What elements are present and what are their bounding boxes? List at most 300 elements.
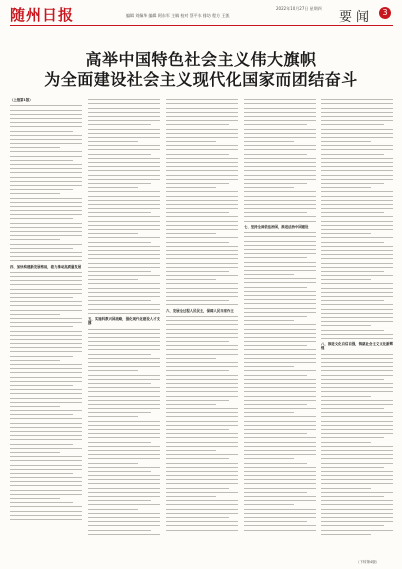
text-line xyxy=(10,235,82,236)
text-line xyxy=(321,204,393,205)
text-line xyxy=(321,338,393,339)
text-line xyxy=(88,112,160,113)
text-line xyxy=(10,223,82,224)
column-subhead: 八、推进文化自信自强，铸就社会主义文化新辉煌 xyxy=(321,342,393,351)
text-line xyxy=(10,368,82,369)
text-line xyxy=(244,236,316,237)
text-line xyxy=(88,208,160,209)
text-line xyxy=(321,370,393,371)
text-line xyxy=(10,322,82,323)
text-line xyxy=(244,282,316,283)
text-line xyxy=(88,124,151,125)
text-line xyxy=(10,339,82,340)
text-line xyxy=(166,429,229,430)
text-line xyxy=(88,258,160,259)
text-line xyxy=(88,254,160,255)
text-line xyxy=(88,221,160,222)
text-line xyxy=(321,103,393,104)
text-line xyxy=(166,458,229,459)
text-line xyxy=(10,244,82,245)
text-line xyxy=(166,324,238,325)
text-line xyxy=(10,389,82,390)
text-line xyxy=(244,232,316,233)
text-line xyxy=(88,383,151,384)
text-line xyxy=(88,300,151,301)
text-line xyxy=(321,366,393,367)
text-line xyxy=(321,387,393,388)
text-line xyxy=(10,289,82,290)
text-line xyxy=(244,124,307,125)
text-line xyxy=(321,416,393,417)
text-line xyxy=(321,383,393,384)
text-line xyxy=(166,112,238,113)
text-line xyxy=(166,358,216,359)
text-line xyxy=(166,400,229,401)
text-line xyxy=(166,454,238,455)
text-line xyxy=(166,391,238,392)
text-line xyxy=(321,500,393,501)
text-line xyxy=(244,208,316,209)
text-line xyxy=(166,175,238,176)
text-line xyxy=(244,463,307,464)
text-line xyxy=(88,196,160,197)
text-line xyxy=(10,439,82,440)
text-line xyxy=(88,170,160,171)
text-line xyxy=(321,267,393,268)
text-line xyxy=(321,458,393,459)
text-line xyxy=(244,270,316,271)
text-line xyxy=(244,379,316,380)
text-line xyxy=(244,500,316,501)
text-line xyxy=(88,454,160,455)
text-line xyxy=(244,99,316,100)
text-line xyxy=(88,463,138,464)
text-line xyxy=(10,485,82,486)
text-line xyxy=(166,141,216,142)
text-line xyxy=(166,492,238,493)
text-line xyxy=(244,404,307,405)
text-line xyxy=(88,288,160,289)
text-line xyxy=(244,408,316,409)
text-line xyxy=(244,329,316,330)
text-line xyxy=(88,237,160,238)
text-line xyxy=(10,423,82,424)
text-line xyxy=(10,372,82,373)
text-line xyxy=(244,191,316,192)
text-line xyxy=(166,116,238,117)
text-line xyxy=(88,133,160,134)
masthead-rule xyxy=(10,25,393,26)
text-line xyxy=(244,312,316,313)
text-line xyxy=(88,421,160,422)
text-line xyxy=(166,437,238,438)
text-line xyxy=(244,183,307,184)
text-line xyxy=(10,418,82,419)
text-line xyxy=(166,341,229,342)
text-line xyxy=(166,387,238,388)
masthead xyxy=(0,0,402,34)
text-line xyxy=(10,239,60,240)
text-line xyxy=(10,256,82,257)
text-line xyxy=(321,521,393,522)
text-line xyxy=(321,300,384,301)
text-line xyxy=(244,509,316,510)
text-line xyxy=(166,379,238,380)
text-line xyxy=(88,263,160,264)
text-line xyxy=(10,122,82,123)
text-line xyxy=(321,263,393,264)
text-line xyxy=(10,406,60,407)
text-line xyxy=(321,504,393,505)
text-line xyxy=(88,425,160,426)
text-line xyxy=(166,509,238,510)
text-line xyxy=(166,196,238,197)
headline xyxy=(0,50,402,90)
text-line xyxy=(88,483,160,484)
text-line xyxy=(166,133,238,134)
text-line xyxy=(244,316,307,317)
text-line xyxy=(166,421,238,422)
text-line xyxy=(10,272,82,273)
text-line xyxy=(10,118,82,119)
text-line xyxy=(88,509,138,510)
text-line xyxy=(244,492,307,493)
text-line xyxy=(166,296,238,297)
text-line xyxy=(244,149,316,150)
text-line xyxy=(88,379,160,380)
text-line xyxy=(88,450,160,451)
text-line xyxy=(321,191,393,192)
text-line xyxy=(10,377,82,378)
text-line xyxy=(244,253,316,254)
text-line xyxy=(88,108,160,109)
text-line xyxy=(244,446,316,447)
text-line xyxy=(321,471,393,472)
text-line xyxy=(166,216,238,217)
text-line xyxy=(88,488,160,489)
text-line xyxy=(244,274,294,275)
text-line xyxy=(321,446,393,447)
text-line xyxy=(166,530,238,531)
text-line xyxy=(88,225,160,226)
text-line xyxy=(10,198,82,199)
text-line xyxy=(10,335,82,336)
text-line xyxy=(166,212,229,213)
text-line xyxy=(88,396,160,397)
text-line xyxy=(166,404,216,405)
text-line xyxy=(10,231,82,232)
text-line xyxy=(244,341,316,342)
text-line xyxy=(166,521,238,522)
text-line xyxy=(244,479,316,480)
section-title: 要闻 xyxy=(339,10,374,25)
text-line xyxy=(321,175,393,176)
text-line xyxy=(166,500,238,501)
text-line xyxy=(88,103,160,104)
text-line xyxy=(88,204,160,205)
text-line xyxy=(244,345,307,346)
text-line xyxy=(244,375,307,376)
text-line xyxy=(10,193,60,194)
text-line xyxy=(244,221,316,222)
text-line xyxy=(166,433,238,434)
text-line xyxy=(10,515,82,516)
text-line xyxy=(244,400,316,401)
text-line xyxy=(244,241,316,242)
text-line xyxy=(244,133,316,134)
text-line xyxy=(244,175,316,176)
text-line xyxy=(244,421,316,422)
text-line xyxy=(321,479,393,480)
text-line xyxy=(321,208,393,209)
text-line xyxy=(88,354,151,355)
text-line xyxy=(10,519,82,520)
text-line xyxy=(10,131,73,132)
article-column-1 xyxy=(10,96,82,562)
text-line xyxy=(244,162,316,163)
text-line xyxy=(244,266,316,267)
text-line xyxy=(10,351,82,352)
text-line xyxy=(321,154,384,155)
text-line xyxy=(88,408,160,409)
text-line xyxy=(10,227,82,228)
text-line xyxy=(88,341,160,342)
text-line xyxy=(166,279,216,280)
text-line xyxy=(88,120,160,121)
text-line xyxy=(321,362,393,363)
text-line xyxy=(244,287,307,288)
text-line xyxy=(244,308,316,309)
text-line xyxy=(244,383,316,384)
text-line xyxy=(10,301,82,302)
text-line xyxy=(166,525,238,526)
text-line xyxy=(166,191,238,192)
text-line xyxy=(10,435,82,436)
text-line xyxy=(166,479,238,480)
headline-line-1: 高举中国特色社会主义伟大旗帜 xyxy=(85,50,317,69)
text-line xyxy=(88,292,160,293)
text-line xyxy=(321,317,393,318)
text-line xyxy=(88,446,160,447)
text-line xyxy=(321,421,393,422)
text-line xyxy=(10,156,82,157)
text-line xyxy=(321,534,371,535)
text-line xyxy=(10,139,82,140)
text-line xyxy=(244,299,316,300)
text-line xyxy=(321,296,393,297)
text-line xyxy=(88,517,160,518)
text-line xyxy=(166,316,238,317)
text-line xyxy=(10,260,82,261)
text-line xyxy=(321,183,384,184)
text-line xyxy=(321,254,393,255)
text-line xyxy=(244,324,316,325)
text-line xyxy=(10,356,73,357)
text-line xyxy=(88,166,160,167)
text-line xyxy=(166,162,238,163)
text-line xyxy=(321,412,393,413)
text-line xyxy=(88,500,151,501)
article-column-3 xyxy=(166,96,238,562)
text-line xyxy=(10,297,73,298)
text-line xyxy=(244,358,316,359)
text-line xyxy=(244,525,316,526)
text-line xyxy=(166,145,238,146)
text-line xyxy=(166,154,229,155)
text-line xyxy=(10,172,82,173)
text-line xyxy=(10,105,82,106)
text-line xyxy=(166,337,238,338)
text-line xyxy=(88,475,160,476)
text-line xyxy=(166,137,238,138)
text-line xyxy=(88,154,151,155)
text-line xyxy=(321,166,393,167)
text-line xyxy=(166,242,229,243)
text-line xyxy=(321,517,393,518)
text-line xyxy=(88,99,160,100)
text-line xyxy=(166,170,238,171)
text-line xyxy=(10,452,60,453)
text-line xyxy=(88,345,160,346)
text-line xyxy=(244,154,307,155)
text-line xyxy=(321,463,393,464)
text-line xyxy=(244,212,307,213)
text-line xyxy=(244,291,316,292)
text-line xyxy=(10,310,82,311)
text-line xyxy=(10,151,82,152)
text-line xyxy=(10,164,82,165)
text-line xyxy=(321,137,393,138)
text-line xyxy=(10,185,82,186)
text-line xyxy=(166,442,238,443)
text-line xyxy=(244,137,316,138)
text-line xyxy=(166,158,238,159)
text-line xyxy=(244,349,316,350)
text-line xyxy=(244,257,307,258)
text-line xyxy=(244,145,316,146)
text-line xyxy=(244,471,316,472)
text-line xyxy=(244,116,316,117)
text-line xyxy=(166,179,238,180)
text-line xyxy=(321,108,393,109)
text-line xyxy=(321,433,393,434)
text-line xyxy=(166,483,238,484)
text-line xyxy=(166,103,238,104)
text-line xyxy=(166,349,238,350)
text-line xyxy=(166,496,216,497)
text-line xyxy=(321,124,384,125)
text-line xyxy=(10,456,82,457)
text-line xyxy=(10,494,82,495)
text-line xyxy=(244,442,316,443)
article-body xyxy=(10,96,393,562)
text-line xyxy=(10,181,82,182)
text-line xyxy=(321,246,393,247)
text-line xyxy=(88,242,151,243)
text-line xyxy=(166,304,238,305)
text-line xyxy=(244,458,294,459)
text-line xyxy=(244,513,316,514)
text-line xyxy=(10,210,82,211)
text-line xyxy=(10,168,82,169)
text-line xyxy=(244,278,316,279)
text-line xyxy=(166,517,229,518)
text-line xyxy=(10,364,82,365)
text-line xyxy=(321,233,371,234)
text-line xyxy=(10,326,73,327)
text-line xyxy=(88,149,160,150)
text-line xyxy=(321,141,371,142)
text-line xyxy=(166,166,238,167)
text-line xyxy=(88,404,160,405)
text-line xyxy=(244,496,316,497)
text-line xyxy=(10,202,82,203)
text-line xyxy=(244,366,294,367)
text-line xyxy=(10,385,73,386)
text-line xyxy=(166,408,238,409)
text-line xyxy=(244,483,316,484)
text-line xyxy=(244,517,316,518)
text-line xyxy=(244,362,316,363)
text-line xyxy=(88,366,160,367)
text-line xyxy=(10,280,82,281)
text-line xyxy=(244,337,316,338)
text-line xyxy=(166,471,238,472)
text-line xyxy=(10,460,82,461)
text-line xyxy=(10,473,73,474)
text-line xyxy=(88,521,160,522)
text-line xyxy=(10,160,73,161)
column-subhead: 四、加快构建新发展格局，着力推动高质量发展 xyxy=(10,264,82,269)
text-line xyxy=(244,141,294,142)
text-line xyxy=(88,250,160,251)
text-line xyxy=(321,488,371,489)
text-line xyxy=(166,412,238,413)
text-line xyxy=(244,166,316,167)
text-line xyxy=(244,303,316,304)
text-line xyxy=(88,534,160,535)
text-line xyxy=(10,498,60,499)
text-line xyxy=(10,477,82,478)
text-line xyxy=(166,333,238,334)
text-line xyxy=(166,463,238,464)
text-line xyxy=(244,530,316,531)
text-line xyxy=(166,187,216,188)
text-line xyxy=(166,200,238,201)
text-line xyxy=(244,200,316,201)
text-line xyxy=(321,149,393,150)
text-line xyxy=(10,284,82,285)
text-line xyxy=(88,504,160,505)
text-line xyxy=(321,170,393,171)
text-line xyxy=(321,116,393,117)
text-line xyxy=(321,467,384,468)
text-line xyxy=(166,271,229,272)
text-line xyxy=(321,304,393,305)
text-line xyxy=(244,187,294,188)
text-line xyxy=(10,114,82,115)
text-line xyxy=(244,433,307,434)
text-line xyxy=(321,391,393,392)
text-line xyxy=(88,158,160,159)
text-line xyxy=(166,488,229,489)
text-line xyxy=(88,179,160,180)
text-line xyxy=(88,530,151,531)
text-line xyxy=(166,267,238,268)
text-line xyxy=(166,108,238,109)
text-line xyxy=(10,448,82,449)
text-line xyxy=(321,258,393,259)
